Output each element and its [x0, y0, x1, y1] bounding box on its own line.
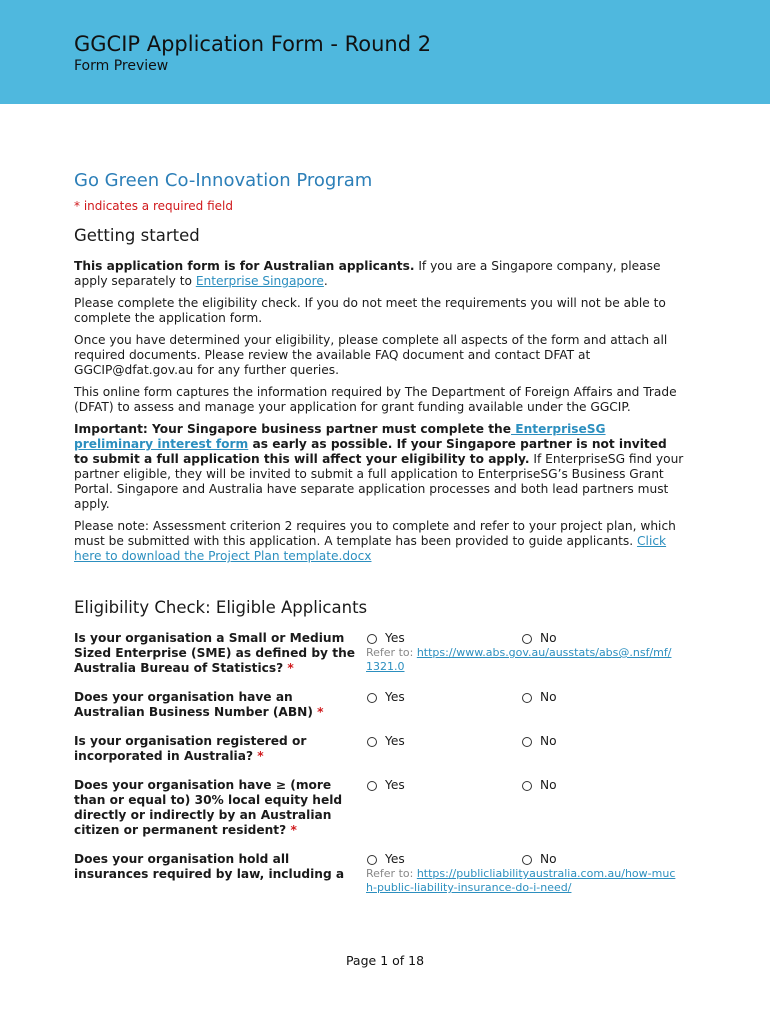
eligibility-heading: Eligibility Check: Eligible Applicants — [74, 598, 368, 617]
intro-paragraph-2: Please complete the eligibility check. If you do not meet the requirements you will not be able to complete the application form. — [74, 296, 666, 325]
radio-no[interactable]: No — [521, 734, 557, 749]
radio-circle-icon[interactable] — [367, 855, 377, 865]
intro-paragraph-3: Once you have determined your eligibility, please complete all aspects of the form and attach all required documents. Please review the available FAQ document and contact DFAT at GGCIP@dfat.gov.au for any further queries. — [74, 333, 668, 377]
enterprisesg-form-link[interactable]: EnterpriseSG preliminary interest form — [74, 422, 606, 451]
refer-note: Refer to: https://publicliabilityaustralia.com.au/how-much-public-liability-insurance-do-i-need/ — [366, 867, 676, 894]
intro-paragraph-4: This online form captures the information required by The Department of Foreign Affairs and Trade (DFAT) to assess and manage your application for grant funding available under the GGCIP. — [74, 385, 677, 414]
radio-yes[interactable]: Yes — [366, 690, 521, 705]
radio-circle-icon[interactable] — [522, 737, 532, 747]
project-plan-download-link[interactable]: Click here to download the Project Plan template.docx — [74, 534, 667, 563]
important-text: If EnterpriseSG find your partner eligible, they will be invited to submit a full application to EnterpriseSG’s Business Grant Portal. Singapore and Australia have separate application processes and both lead partners must apply. — [74, 452, 684, 511]
important-bold-2: as early as possible. If your Singapore partner is not invited to submit a full application this will affect your eligibility to apply. — [74, 437, 667, 466]
radio-circle-icon[interactable] — [367, 737, 377, 747]
radio-no[interactable]: No — [521, 852, 557, 867]
intro-end: . — [323, 274, 328, 288]
radio-circle-icon[interactable] — [367, 781, 377, 791]
question-sme — [74, 631, 684, 676]
refer-note: Refer to: https://www.abs.gov.au/ausstats/abs@.nsf/mf/1321.0 — [366, 646, 672, 673]
question-label: Does your organisation have ≥ (more than or equal to) 30% local equity held directly or indirectly by an Australian citizen or permanent resident? * — [74, 778, 343, 837]
intro-bold: This application form is for Australian applicants. — [74, 259, 415, 273]
public-liability-link[interactable]: https://publicliabilityaustralia.com.au/how-much-public-liability-insurance-do-i-need/ — [366, 867, 676, 894]
form-header — [0, 0, 770, 104]
abs-sme-link[interactable]: https://www.abs.gov.au/ausstats/abs@.nsf/mf/1321.0 — [366, 646, 672, 673]
radio-no[interactable]: No — [521, 631, 557, 646]
form-title: GGCIP Application Form - Round 2 — [74, 32, 432, 56]
enterprise-singapore-link[interactable]: Enterprise Singapore — [195, 274, 324, 288]
radio-circle-icon[interactable] — [522, 781, 532, 791]
note-text: Please note: Assessment criterion 2 requires you to complete and refer to your project plan, which must be submitted with this application. A template has been provided to guide applicants. — [74, 519, 676, 548]
radio-circle-icon[interactable] — [522, 855, 532, 865]
radio-yes[interactable]: Yes — [366, 852, 521, 867]
form-content — [74, 170, 684, 909]
getting-started-heading: Getting started — [74, 226, 200, 245]
question-label: Is your organisation a Small or Medium Sized Enterprise (SME) as defined by the Australia Bureau of Statistics? * — [74, 631, 356, 675]
question-registered — [74, 734, 684, 764]
question-label: Is your organisation registered or incorporated in Australia? * — [74, 734, 307, 763]
question-insurances — [74, 852, 684, 895]
intro-paragraph-1 — [74, 259, 684, 289]
important-paragraph — [74, 422, 684, 512]
page-number: Page 1 of 18 — [345, 953, 425, 968]
radio-yes[interactable]: Yes — [366, 734, 521, 749]
form-subtitle: Form Preview — [74, 58, 169, 74]
radio-yes[interactable]: Yes — [366, 778, 521, 793]
radio-circle-icon[interactable] — [522, 693, 532, 703]
radio-yes[interactable]: Yes — [366, 631, 521, 646]
question-local-equity — [74, 778, 684, 838]
radio-no[interactable]: No — [521, 778, 557, 793]
radio-no[interactable]: No — [521, 690, 557, 705]
radio-circle-icon[interactable] — [367, 634, 377, 644]
note-paragraph — [74, 519, 684, 564]
program-title: Go Green Co-Innovation Program — [74, 170, 373, 191]
important-bold-1: Important: Your Singapore business partner must complete the — [74, 422, 511, 436]
intro-text: If you are a Singapore company, please apply separately to — [74, 259, 661, 288]
radio-circle-icon[interactable] — [522, 634, 532, 644]
question-abn — [74, 690, 684, 720]
question-label: Does your organisation hold all insurances required by law, including a — [74, 852, 345, 881]
radio-circle-icon[interactable] — [367, 693, 377, 703]
question-label: Does your organisation have an Australian Business Number (ABN) * — [74, 690, 324, 719]
required-field-note: * indicates a required field — [74, 199, 233, 213]
